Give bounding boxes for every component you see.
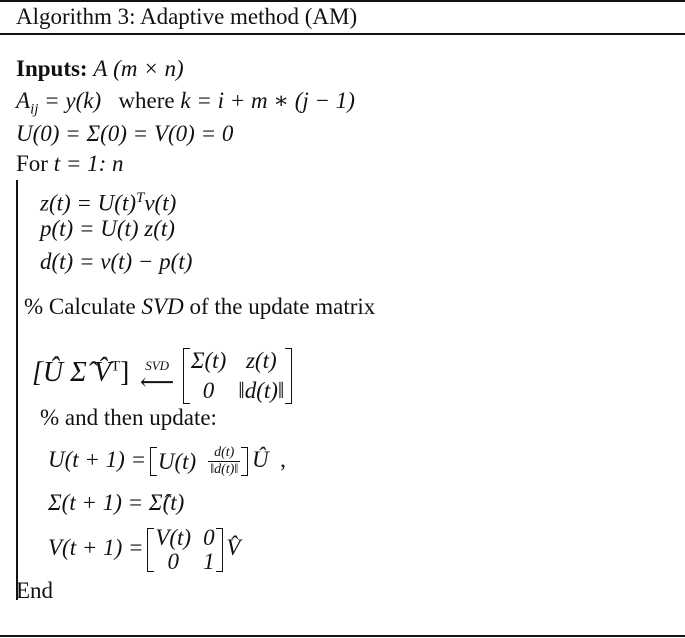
for-line — [16, 151, 124, 177]
aij-rhs: = y(k) — [38, 88, 102, 113]
svd-left-text: [Û Σ̂ V̂ — [32, 357, 111, 389]
for-expression: t = 1: n — [53, 151, 124, 176]
loop-body-bar — [16, 180, 18, 600]
header-rule — [0, 33, 685, 35]
inputs-line — [16, 56, 184, 82]
matrix-right-bracket — [285, 348, 292, 404]
u-lhs: U(t + 1) = — [48, 447, 152, 472]
v-m12: 0 — [203, 524, 215, 550]
svd-left-close: ] — [120, 357, 130, 389]
svd-m21: 0 — [202, 378, 215, 404]
svd-arrow-glyph: ⟵ — [139, 370, 175, 397]
svd-m12: z(t) — [245, 348, 277, 374]
matrix-left-bracket — [183, 348, 190, 404]
svd-m22: ‖d(t)‖ — [238, 378, 285, 404]
for-word: For — [16, 151, 48, 176]
u-right-bracket — [241, 447, 248, 476]
top-rule — [0, 0, 685, 2]
comment-text-a: Calculate — [48, 294, 136, 319]
algorithm-header — [16, 4, 357, 30]
u-m1: U(t) — [157, 448, 197, 474]
v-left-bracket — [147, 528, 154, 572]
inputs-matrix: A — [93, 56, 108, 81]
aij-symbol: A — [16, 88, 31, 113]
svd-left-transpose: T — [110, 359, 121, 375]
z-rhs: v(t) — [144, 190, 177, 216]
z-transpose: T — [136, 190, 145, 206]
where-word: where — [118, 88, 175, 113]
comment-text-b: of the update matrix — [189, 294, 376, 319]
svd-m11: Σ(t) — [190, 348, 227, 374]
svd-arrow — [135, 358, 179, 397]
comment2-percent: % — [40, 405, 60, 430]
svd-left-factors — [32, 357, 129, 388]
u-left-bracket — [150, 447, 157, 476]
where-expression: k = i + m ∗ (j − 1) — [180, 88, 355, 113]
bottom-rule — [0, 635, 685, 637]
v-m21: 0 — [167, 548, 179, 574]
svd-arrow-label: SVD — [145, 358, 170, 374]
u-fraction — [208, 445, 240, 478]
svd-update-matrix — [185, 346, 291, 406]
comment2-text: and then update: — [64, 405, 217, 430]
u-comma: , — [280, 447, 286, 472]
u-rhs: Û — [252, 447, 269, 472]
sigma-update-line: Σ(t + 1) = Σ̂(t) — [48, 490, 185, 515]
comment-svd-word: SVD — [141, 294, 184, 319]
v-rhs: V̂ — [226, 535, 241, 560]
comment-svd-line — [24, 294, 375, 320]
inputs-dims: (m × n) — [113, 56, 184, 81]
end-line: End — [16, 578, 54, 603]
z-lhs: z(t) = U(t) — [40, 190, 136, 216]
v-m22: 1 — [203, 548, 215, 574]
v-lhs: V(t + 1) = — [48, 535, 150, 560]
u-frac-num: d(t) — [208, 445, 240, 462]
aij-subscript: ij — [30, 101, 39, 118]
u-update-line — [48, 440, 286, 480]
algorithm-label: Algorithm 3: — [16, 4, 136, 29]
v-update-line — [48, 522, 240, 574]
init-line: U(0) = Σ(0) = V(0) = 0 — [16, 121, 234, 146]
v-block-matrix — [149, 526, 220, 574]
v-m11: V(t) — [155, 524, 192, 550]
svd-equation — [32, 337, 290, 404]
u-block-matrix — [152, 445, 246, 478]
v-right-bracket — [216, 528, 223, 572]
aij-line — [16, 88, 355, 123]
inputs-label: Inputs: — [16, 56, 88, 81]
algorithm-title: Adaptive method (AM) — [139, 4, 358, 29]
z-line — [40, 185, 176, 217]
d-line: d(t) = v(t) − p(t) — [40, 249, 193, 274]
comment-percent: % — [24, 294, 44, 319]
p-line: p(t) = U(t) z(t) — [40, 216, 175, 241]
u-frac-den: ‖d(t)‖ — [210, 462, 239, 478]
comment-update-line — [40, 405, 217, 431]
